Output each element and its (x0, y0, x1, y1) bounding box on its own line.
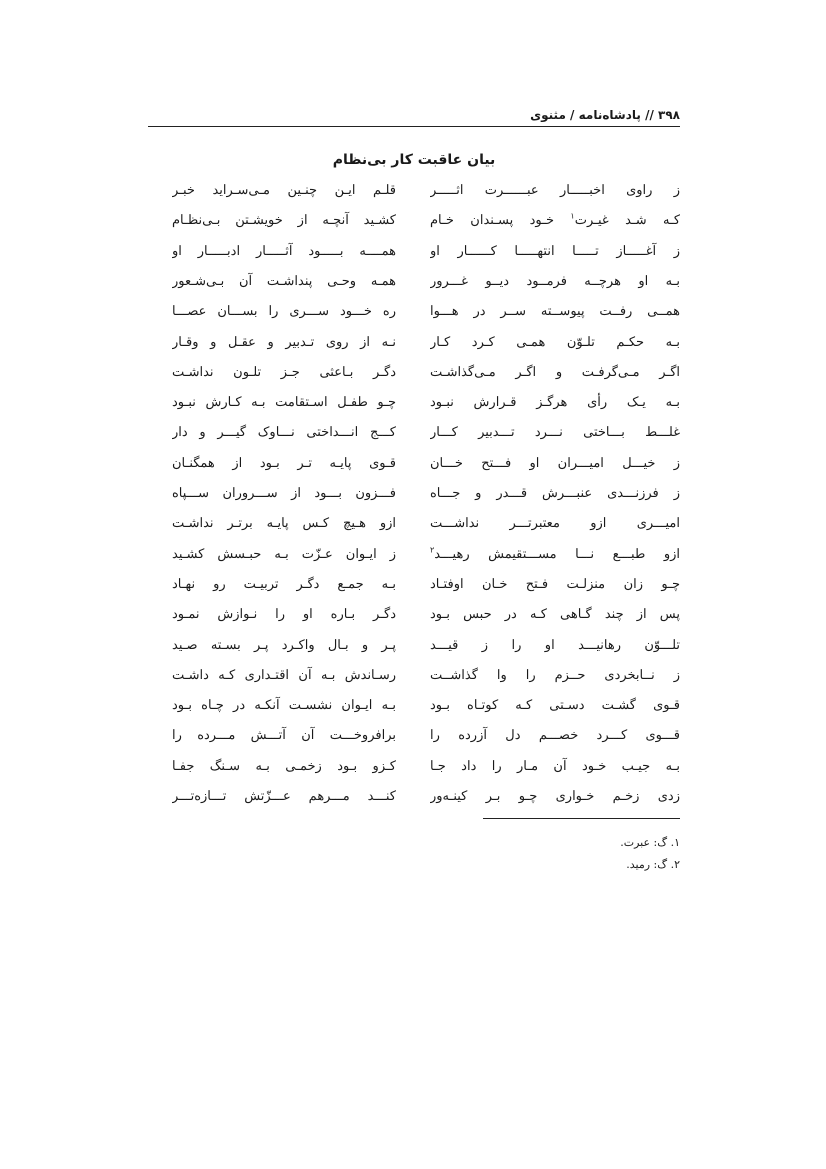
hemistich-right (430, 358, 680, 388)
hemistich-right-text: ز فرزنـــدی عنبـــرش قـــدر و جـــاه (430, 486, 680, 501)
verse-row (0, 449, 826, 479)
hemistich-right (430, 328, 680, 358)
hemistich-right (430, 600, 680, 630)
hemistich-right (430, 661, 680, 691)
verse-row (0, 691, 826, 721)
verse-row (0, 721, 826, 751)
hemistich-right (430, 479, 680, 509)
hemistich-left: نـه از روی تـدبیر و عقـل و وقـار (172, 334, 396, 350)
hemistich-right-rest: خـود پسـندان خـام (430, 213, 571, 229)
hemistich-left: قـوی پایـه تـر بـود از همگنـان (172, 455, 396, 471)
hemistich-right-text: ز آغـــــاز تـــــا انتهـــــا کــــــار او (430, 243, 680, 259)
running-header: ۳۹۸ // پادشاه‌نامه / مثنوی (530, 108, 680, 122)
hemistich-right-text: ازو طبـــع نـــا مســـتقیمش رهیـــد (434, 546, 680, 562)
verse-row (0, 661, 826, 691)
hemistich-right-text: غلـــط بـــاختی نـــرد تـــدبیر کـــار (430, 425, 680, 441)
hemistich-right (430, 631, 680, 661)
verse-row (0, 237, 826, 267)
footnote-rule (483, 818, 680, 819)
hemistich-left: ره خـــود ســـری را بســـان عصـــا (172, 304, 396, 320)
hemistich-right-text: همــی رفــت پیوســته ســر در هـــوا (430, 304, 680, 320)
hemistich-right (430, 449, 680, 479)
footnote-2: ۲. گ: رمید. (626, 858, 680, 871)
section-title: بیان عاقبت کار بی‌نظام (332, 152, 496, 168)
hemistich-left: قلـم ایـن چنـین مـی‌سـراید خبـر (172, 183, 396, 198)
verse-row (0, 388, 826, 418)
hemistich-right (430, 237, 680, 267)
hemistich-right (430, 540, 680, 570)
hemistich-left: چـو طفـل اسـتقامت بـه کـارش نبـود (172, 395, 396, 411)
hemistich-right-text: ز راوی اخبـــــار عبــــــرت اثـــــر (430, 183, 680, 198)
verse-row (0, 631, 826, 661)
verse-row (0, 297, 826, 327)
verse-row (0, 479, 826, 509)
hemistich-right (430, 691, 680, 721)
hemistich-right (430, 206, 680, 236)
hemistich-left: همـه وحـی پنداشـت آن بـی‌شـعور (172, 273, 396, 289)
hemistich-left: کشـید آنچـه از خویشـتن بـی‌نظـام (172, 213, 396, 229)
hemistich-right-text: ز خیـــل امیـــران او فـــتح خـــان (430, 455, 680, 471)
hemistich-right-text: کـه شـد غیـرت (574, 213, 680, 229)
hemistich-left: بـه ایـوان نشسـت آنکـه در چـاه بـود (172, 698, 396, 714)
footnote-marker: ۲ (430, 545, 435, 555)
hemistich-right-text: ز نــابخردی حــزم را وا گذاشــت (430, 667, 680, 683)
hemistich-right-text: بـه جیـب خـود آن مـار را داد جـا (430, 758, 680, 774)
verse-row (0, 176, 826, 206)
verse-row (0, 509, 826, 539)
footnote-marker: ۱ (570, 211, 575, 221)
hemistich-right (430, 297, 680, 327)
verse-row (0, 358, 826, 388)
hemistich-right (430, 418, 680, 448)
verse-row (0, 570, 826, 600)
hemistich-right (430, 752, 680, 782)
hemistich-right-text: بـه یـک رأی هرگـز قـرارش نبـود (430, 395, 680, 411)
hemistich-right-text: بـه حکـم تلـوّن همـی کـرد کـار (430, 334, 680, 350)
hemistich-left: رسـاندش بـه آن اقتـداری کـه داشـت (172, 667, 396, 683)
hemistich-left: بـه جمـع دگـر تربیـت رو نهـاد (172, 576, 396, 592)
verse-row (0, 600, 826, 630)
hemistich-right (430, 782, 680, 812)
verse-row (0, 267, 826, 297)
hemistich-left: همــــه بـــــود آثـــــار ادبـــــار او (172, 243, 396, 259)
hemistich-left: ز ایـوان عـزّت بـه حبـسش کشـید (172, 546, 396, 562)
hemistich-right-text: پس از چند گـاهی کـه در حبس بـود (430, 607, 680, 623)
hemistich-left: دگـر بـاعثی جـز تلـون نداشـت (172, 364, 396, 380)
hemistich-right (430, 388, 680, 418)
hemistich-left: برافروخـــت آن آتـــش مـــرده را (172, 728, 396, 744)
hemistich-left: کنـــد مـــرهم عـــزّتش تـــازه‌تـــر (172, 789, 396, 804)
hemistich-right-text: تلـــوّن رهانیـــد او را ز قیـــد (430, 637, 680, 653)
hemistich-right (430, 509, 680, 539)
hemistich-left: کـــج انـــداختی نـــاوک گیـــر و دار (172, 425, 396, 441)
hemistich-right-text: قـــوی کـــرد خصـــم دل آزرده را (430, 728, 680, 744)
verse-row (0, 540, 826, 570)
hemistich-right-text: اگـر مـی‌گرفـت و اگـر مـی‌گذاشـت (430, 364, 680, 380)
hemistich-right (430, 176, 680, 206)
hemistich-left: ازو هـیچ کـس پایـه برتـر نداشـت (172, 516, 396, 532)
hemistich-right (430, 267, 680, 297)
verse-row (0, 328, 826, 358)
hemistich-right (430, 570, 680, 600)
hemistich-left: پـر و بـال واکـرد پـر بسـته صـید (172, 637, 396, 653)
verse-row (0, 206, 826, 236)
hemistich-left: دگـر بـاره او را نـوازش نمـود (172, 607, 396, 623)
hemistich-right-text: امیـــری ازو معتبرتـــر نداشـــت (430, 516, 680, 532)
hemistich-right (430, 721, 680, 751)
hemistich-right-text: چـو زان منزلـت فـتح خـان اوفتـاد (430, 576, 680, 592)
hemistich-right-text: بـه او هرچــه فرمــود دیــو غـــرور (430, 273, 680, 289)
footnote-1: ۱. گ: عبرت. (620, 836, 680, 849)
verse-row (0, 418, 826, 448)
verse-row (0, 752, 826, 782)
hemistich-right-text: قـوی گشـت دسـتی کـه کوتـاه بـود (430, 698, 680, 714)
hemistich-left: کـزو بـود زخمـی بـه سـنگ جفـا (172, 758, 396, 774)
hemistich-left: فـــزون بـــود از ســـروران ســـپاه (172, 486, 396, 501)
footnotes (400, 832, 680, 876)
verse-row (0, 782, 826, 812)
hemistich-right-text: زدی زخـم خـواری چـو بـر کینـه‌ور (430, 789, 680, 804)
header-rule (148, 126, 680, 127)
